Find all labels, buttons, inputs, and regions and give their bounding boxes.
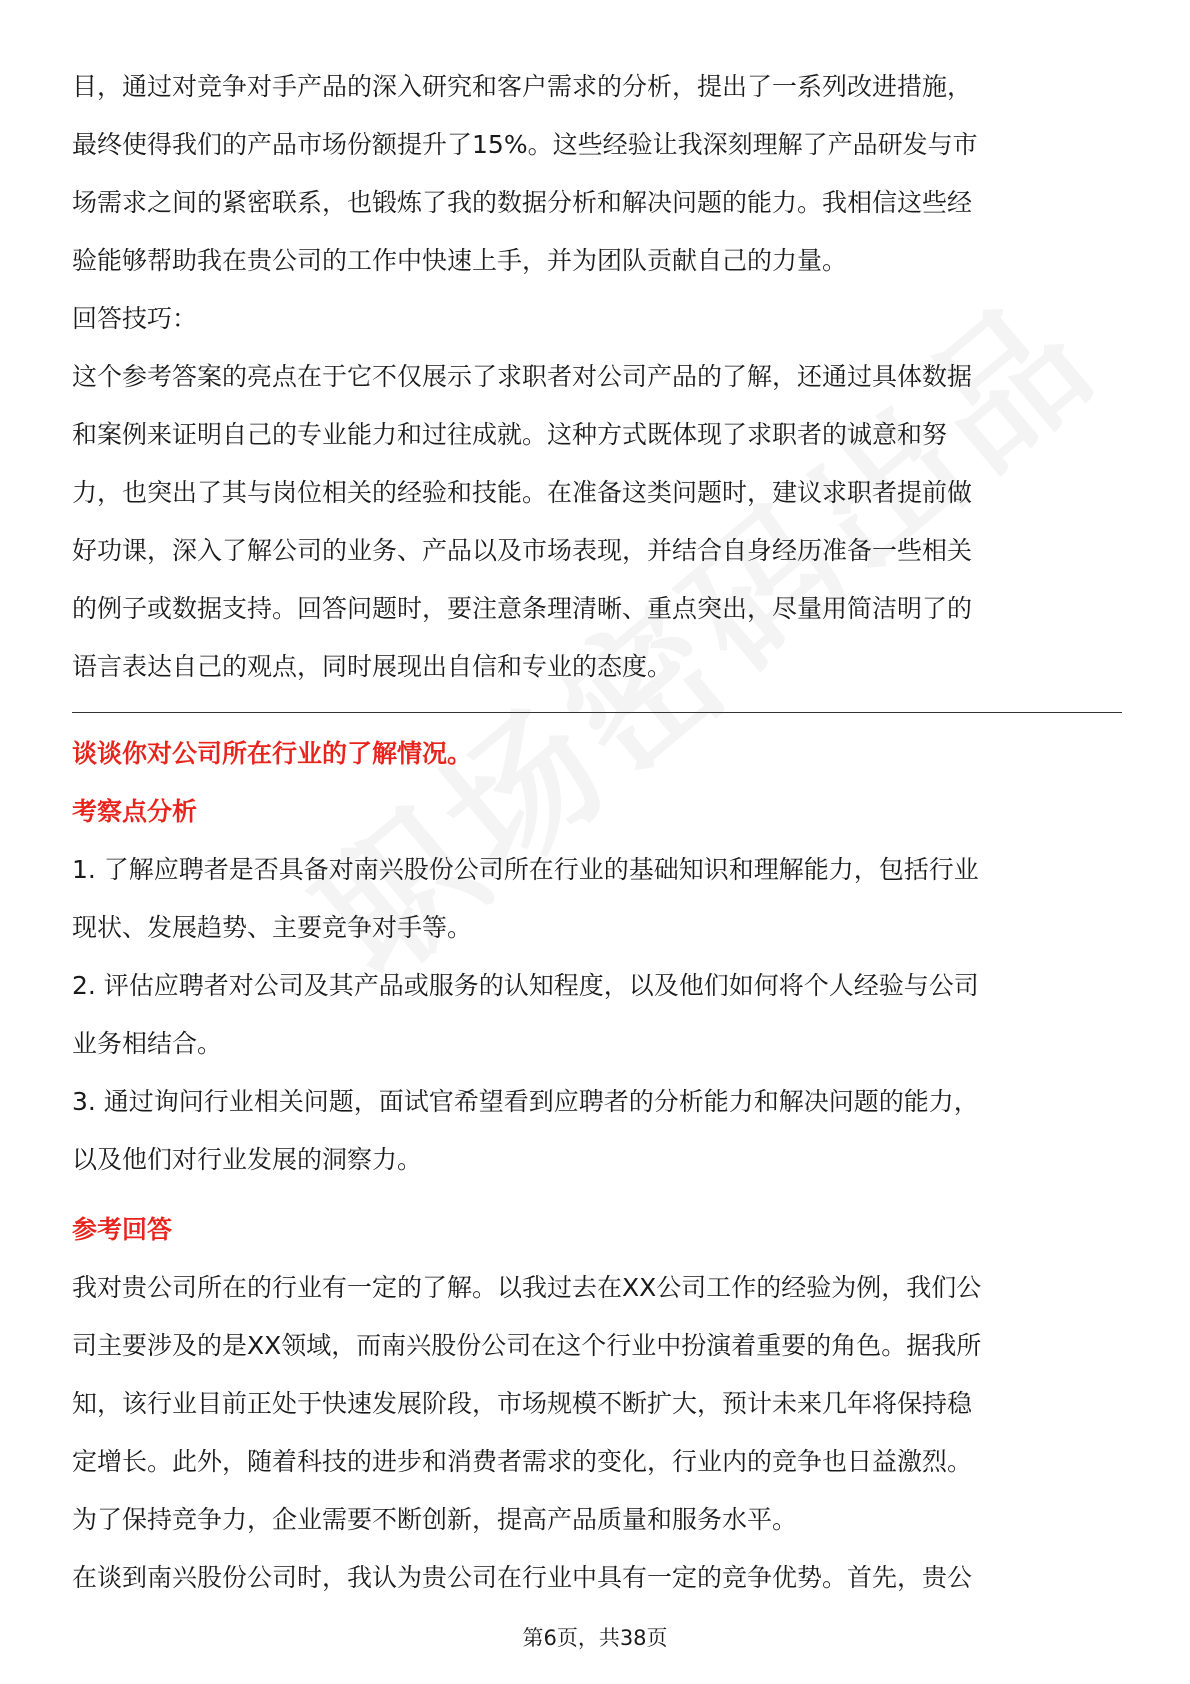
answer-line: 定增长。此外，随着科技的进步和消费者需求的变化，行业内的竞争也日益激烈。 bbox=[72, 1447, 973, 1476]
paragraph-line: 好功课，深入了解公司的业务、产品以及市场表现，并结合自身经历准备一些相关 bbox=[72, 536, 973, 565]
answer-line: 司主要涉及的是XX领域，而南兴股份公司在这个行业中扮演着重要的角色。据我所 bbox=[72, 1331, 982, 1360]
analysis-heading: 考察点分析 bbox=[72, 797, 198, 826]
paragraph-line: 这个参考答案的亮点在于它不仅展示了求职者对公司产品的了解，还通过具体数据 bbox=[72, 362, 973, 391]
analysis-line: 现状、发展趋势、主要竞争对手等。 bbox=[72, 913, 473, 942]
analysis-line: 1. 了解应聘者是否具备对南兴股份公司所在行业的基础知识和理解能力，包括行业 bbox=[72, 855, 979, 884]
answer-line: 在谈到南兴股份公司时，我认为贵公司在行业中具有一定的竞争优势。首先，贵公 bbox=[72, 1563, 973, 1592]
page-number: 第6页，共38页 bbox=[522, 1626, 668, 1650]
answer-line: 为了保持竞争力，企业需要不断创新，提高产品质量和服务水平。 bbox=[72, 1505, 798, 1534]
paragraph-line: 场需求之间的紧密联系，也锻炼了我的数据分析和解决问题的能力。我相信这些经 bbox=[72, 188, 973, 217]
paragraph-line: 验能够帮助我在贵公司的工作中快速上手，并为团队贡献自己的力量。 bbox=[72, 246, 848, 275]
analysis-line: 以及他们对行业发展的洞察力。 bbox=[72, 1145, 423, 1174]
answer-heading: 参考回答 bbox=[72, 1215, 173, 1244]
answer-line: 我对贵公司所在的行业有一定的了解。以我过去在XX公司工作的经验为例，我们公 bbox=[72, 1273, 982, 1302]
paragraph-line: 力，也突出了其与岗位相关的经验和技能。在准备这类问题时，建议求职者提前做 bbox=[72, 478, 973, 507]
spacer bbox=[72, 1189, 1122, 1201]
analysis-line: 2. 评估应聘者对公司及其产品或服务的认知程度，以及他们如何将个人经验与公司 bbox=[72, 971, 979, 1000]
tips-heading: 回答技巧： bbox=[72, 304, 198, 333]
paragraph-line: 语言表达自己的观点，同时展现出自信和专业的态度。 bbox=[72, 652, 673, 681]
paragraph-line: 和案例来证明自己的专业能力和过往成就。这种方式既体现了求职者的诚意和努 bbox=[72, 420, 948, 449]
paragraph-line: 最终使得我们的产品市场份额提升了15%。这些经验让我深刻理解了产品研发与市 bbox=[72, 130, 978, 159]
section2-body bbox=[72, 725, 1122, 1607]
analysis-line: 3. 通过询问行业相关问题，面试官希望看到应聘者的分析能力和解决问题的能力， bbox=[72, 1087, 979, 1116]
section-divider bbox=[72, 712, 1122, 713]
paragraph-line: 的例子或数据支持。回答问题时，要注意条理清晰、重点突出，尽量用简洁明了的 bbox=[72, 594, 973, 623]
analysis-line: 业务相结合。 bbox=[72, 1029, 223, 1058]
paragraph-line: 目，通过对竞争对手产品的深入研究和客户需求的分析，提出了一系列改进措施， bbox=[72, 72, 973, 101]
question-heading: 谈谈你对公司所在行业的了解情况。 bbox=[72, 739, 473, 768]
section1-body bbox=[72, 58, 1122, 696]
page-content bbox=[72, 58, 1122, 1607]
answer-line: 知，该行业目前正处于快速发展阶段，市场规模不断扩大，预计未来几年将保持稳 bbox=[72, 1389, 973, 1418]
